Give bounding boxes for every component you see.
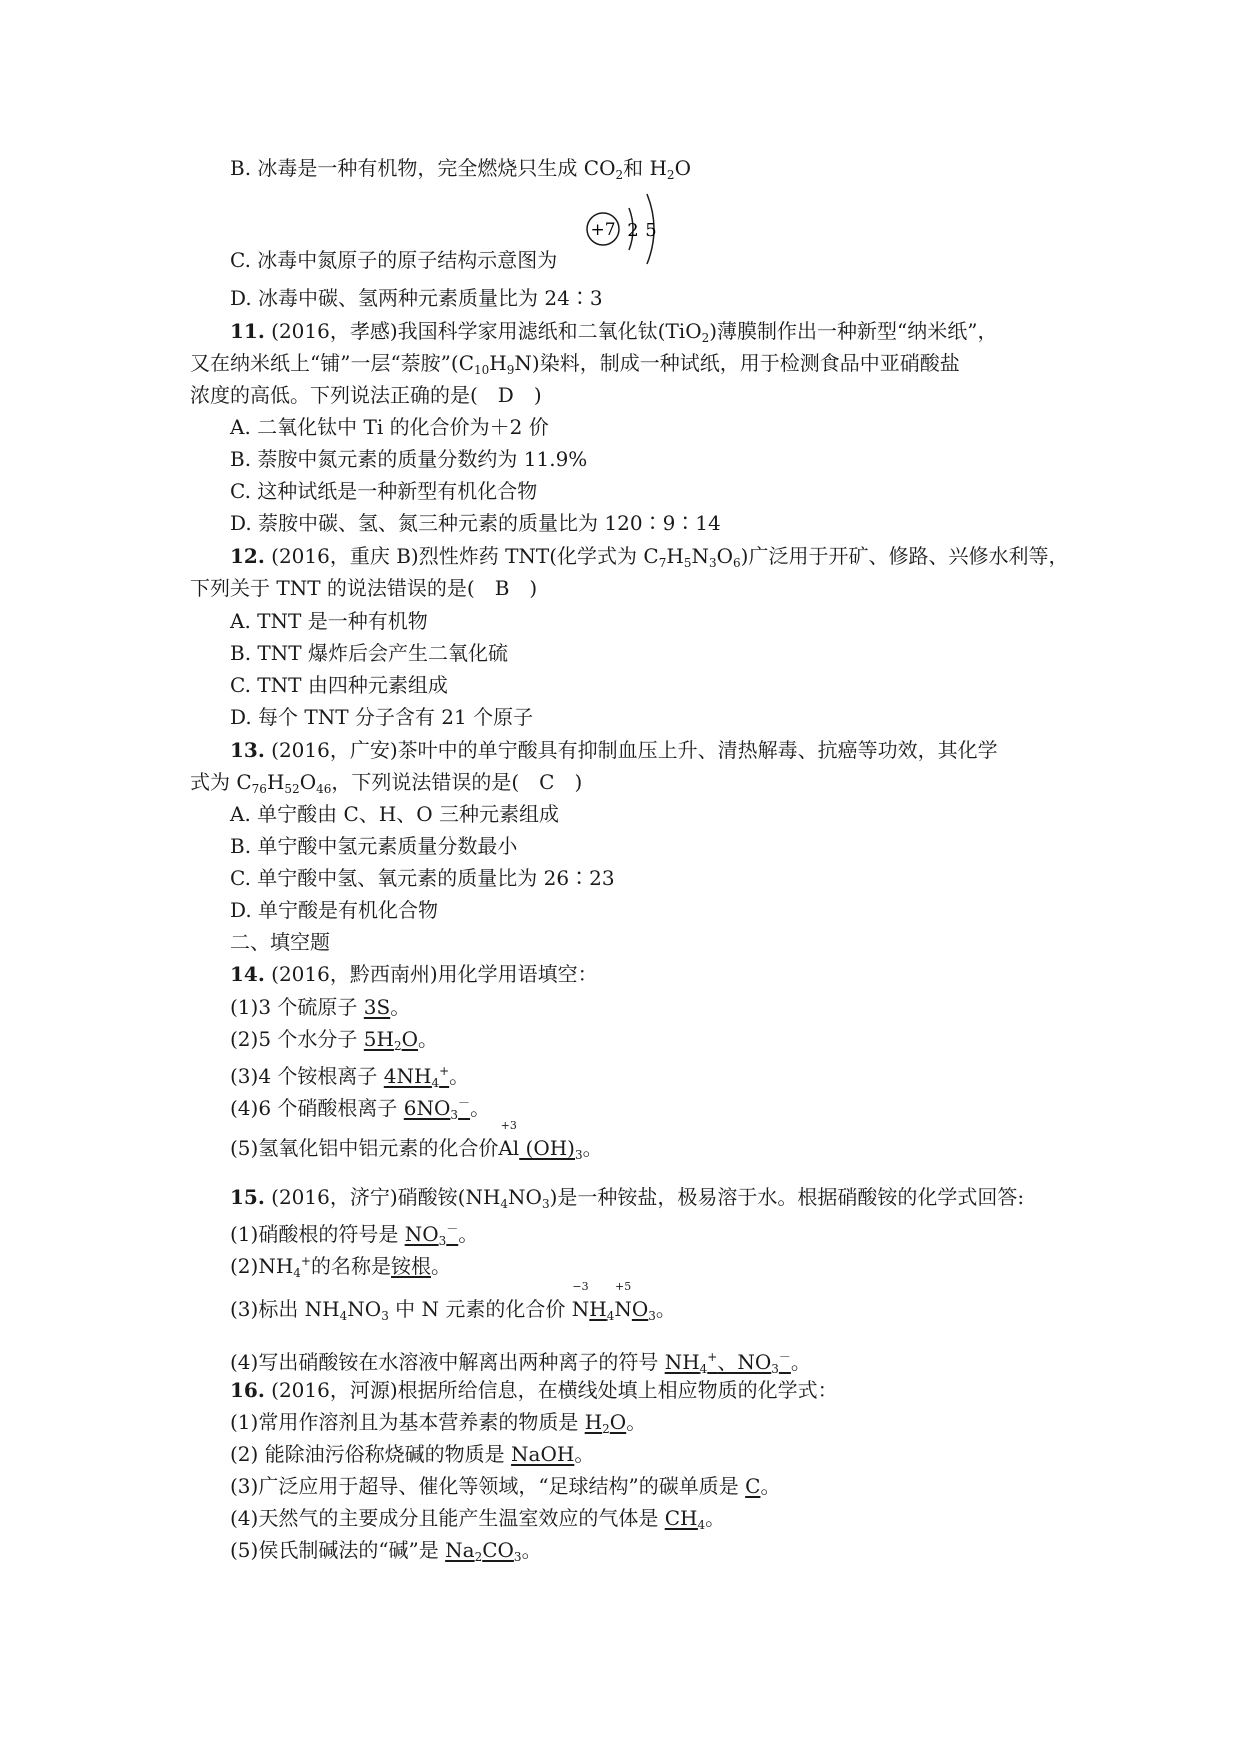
q16-item3: (3)广泛应用于超导、催化等领域，“足球结构”的碳单质是 C。	[230, 1474, 781, 1498]
q14-answer1: 3S	[363, 995, 391, 1019]
q13-option-b: B. 单宁酸中氢元素质量分数最小	[230, 834, 518, 858]
q15-item2: $(2)NH_4^+$的名称是铵根。	[230, 1254, 451, 1280]
q11-option-a: A. 二氧化钛中 Ti 的化合价为＋2 价	[230, 415, 549, 439]
q14-answer2: $5H_2O$	[363, 1027, 418, 1053]
q14-item4: (4)6 个硝酸根离子 $6NO_3^-$。	[230, 1096, 491, 1122]
q16-item5: (5)侯氏制碱法的“碱”是 $Na_2CO_3$。	[230, 1538, 542, 1564]
q10-option-b: B. 冰毒是一种有机物，完全燃烧只生成 $CO_2$和 $H_2O$	[230, 156, 691, 182]
q16-answer3: C	[745, 1474, 761, 1498]
q15-item3: (3)标出 $NH_4NO_3$ 中 N 元素的化合价 −3 $NH_4$ +5 $NO_3$。	[230, 1280, 676, 1323]
q13-option-a: A. 单宁酸由 C、H、O 三种元素组成	[230, 802, 560, 826]
atom-shell1-electrons: 2	[627, 220, 639, 241]
q12-option-d: D. 每个 TNT 分子含有 21 个原子	[230, 705, 534, 729]
q15-answer1: $NO_3^-$	[404, 1222, 459, 1248]
q16-item1: (1)常用作溶剂且为基本营养素的物质是 $H_2O$。	[230, 1410, 647, 1436]
q12-stem-line2: 下列关于 TNT 的说法错误的是( B )	[190, 576, 538, 600]
q14-item5: (5)氢氧化铝中铝元素的化合价 +3 Al $(OH)_3$。	[230, 1119, 603, 1162]
q12-option-c: C. TNT 由四种元素组成	[230, 673, 448, 697]
q14-answer3: $4NH_4^+$	[383, 1064, 450, 1090]
q16-item2: (2) 能除油污俗称烧碱的物质是 NaOH。	[230, 1442, 595, 1466]
q11-stem-line3: 浓度的高低。下列说法正确的是( D )	[190, 383, 542, 407]
q11-stem-line1: 11. (2016，孝感)我国科学家用滤纸和二氧化钛(TiO$_2$)薄膜制作出一种新型“纳米纸”，	[230, 319, 998, 345]
q13-option-d: D. 单宁酸是有机化合物	[230, 898, 439, 922]
q15-item4: (4)写出硝酸铵在水溶液中解离出两种离子的符号 $NH_4^+$、$NO_3^-$。	[230, 1350, 811, 1376]
q11-option-d: D. 萘胺中碳、氢、氮三种元素的质量比为 120∶9∶14	[230, 511, 721, 535]
q16-stem: 16. (2016，河源)根据所给信息，在横线处填上相应物质的化学式：	[230, 1378, 838, 1402]
q11-option-b: B. 萘胺中氮元素的质量分数约为 11.9%	[230, 447, 588, 471]
q16-answer5: $Na_2CO_3$	[445, 1538, 522, 1564]
q15-answer4: $NH_4^+$、$NO_3^-$	[664, 1350, 791, 1376]
q15-stem: 15. (2016，济宁)硝酸铵$(NH_4NO_3)$是一种铵盐，极易溶于水。根据硝酸铵的化学式回答:	[230, 1185, 1025, 1211]
q11-option-c: C. 这种试纸是一种新型有机化合物	[230, 479, 538, 503]
q11-stem-line2: 又在纳米纸上“铺”一层“萘胺$”(C_{10}H_9N)$染料，制成一种试纸，用于检测食品中亚硝酸盐	[190, 351, 960, 377]
q14-item2: (2)5 个水分子 $5H_2O$。	[230, 1027, 438, 1053]
q14-answer5: +3 Al $(OH)_3$	[498, 1119, 583, 1162]
q14-item1: (1)3 个硫原子 3S。	[230, 995, 411, 1019]
q15-item1: (1)硝酸根的符号是 $NO_3^-$。	[230, 1222, 479, 1248]
section-heading-fill-in: 二、填空题	[230, 930, 330, 954]
nitrogen-atom-structure-diagram	[585, 186, 675, 268]
q15-answer3: −3 $NH_4$ +5 $NO_3$	[571, 1280, 656, 1323]
q13-stem-line2: 式为 $C_{76}H_{52}O_{46}$，下列说法错误的是( C )	[190, 770, 583, 796]
q16-answer4: $CH_4$	[664, 1506, 706, 1532]
q10-option-c: C. 冰毒中氮原子的原子结构示意图为	[230, 248, 558, 272]
atom-nucleus-label: +7	[590, 220, 616, 240]
q16-item4: (4)天然气的主要成分且能产生温室效应的气体是 $CH_4$。	[230, 1506, 726, 1532]
q16-answer1: $H_2O$	[584, 1410, 627, 1436]
q14-answer4: $6NO_3^-$	[403, 1096, 471, 1122]
q14-stem: 14. (2016，黔西南州)用化学用语填空：	[230, 962, 598, 986]
q15-answer2: 铵根	[390, 1254, 431, 1278]
q13-option-c: C. 单宁酸中氢、氧元素的质量比为 26∶23	[230, 866, 615, 890]
q12-option-a: A. TNT 是一种有机物	[230, 609, 428, 633]
q13-stem-line1: 13. (2016，广安)茶叶中的单宁酸具有抑制血压上升、清热解毒、抗癌等功效，其化学	[230, 738, 998, 762]
atom-shell2-electrons: 5	[645, 220, 657, 241]
q12-stem-line1: 12. (2016，重庆 B)烈性炸药 TNT(化学式为 $C_7H_5N_3O_6$)广泛用于开矿、修路、兴修水利等，	[230, 544, 1069, 570]
q10-option-d: D. 冰毒中碳、氢两种元素质量比为 24∶3	[230, 286, 603, 310]
q12-option-b: B. TNT 爆炸后会产生二氧化硫	[230, 641, 508, 665]
q14-item3: (3)4 个铵根离子 $4NH_4^+$。	[230, 1064, 470, 1090]
q16-answer2: NaOH	[511, 1442, 575, 1466]
